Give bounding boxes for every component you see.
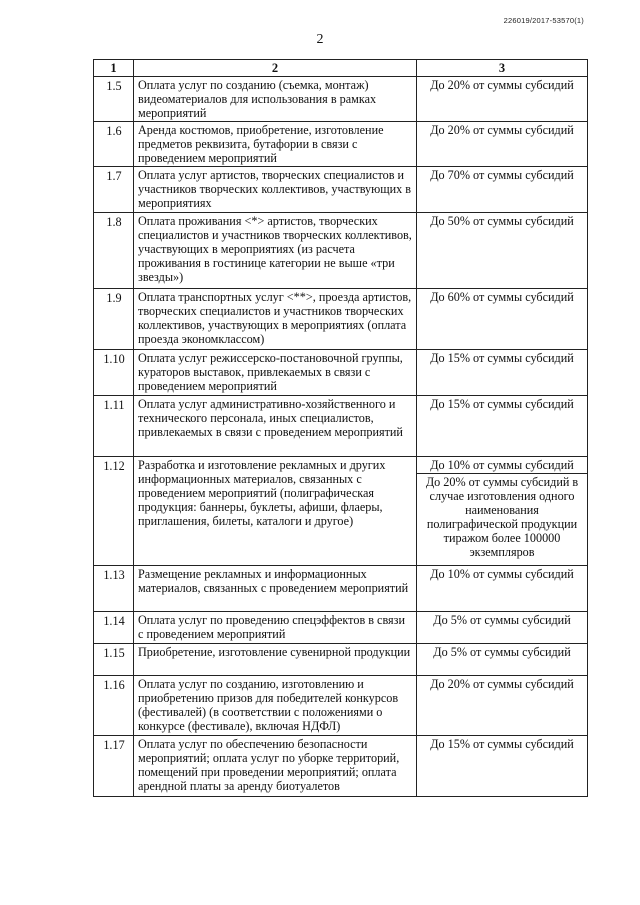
- row-limit: До 5% от суммы субсидий: [417, 612, 588, 644]
- table-row: [94, 644, 588, 676]
- table-row: [94, 289, 588, 350]
- row-number: 1.13: [94, 566, 134, 612]
- table-row: [94, 457, 588, 474]
- table-row: [94, 736, 588, 797]
- row-limit: До 20% от суммы субсидий: [417, 77, 588, 122]
- row-limit: До 10% от суммы субсидий: [417, 457, 588, 474]
- row-limit: До 15% от суммы субсидий: [417, 350, 588, 396]
- row-limit: До 10% от суммы субсидий: [417, 566, 588, 612]
- table-row: [94, 350, 588, 396]
- table-row: [94, 566, 588, 612]
- row-description: Оплата услуг артистов, творческих специалистов и участников творческих коллективов, участвующих в мероприятиях: [134, 167, 417, 213]
- row-description: Оплата услуг по созданию, изготовлению и приобретению призов для победителей конкурсов (фестивалей) (в соответствии с положениями о конкурсе (фестивале), включая НДФЛ): [134, 676, 417, 736]
- table-row: [94, 213, 588, 289]
- column-header-3: 3: [417, 60, 588, 77]
- table-row: [94, 396, 588, 457]
- document-id: 226019/2017-53570(1): [503, 16, 584, 25]
- page-number: 2: [316, 32, 324, 47]
- row-description: Оплата услуг режиссерско-постановочной группы, кураторов выставок, привлекаемых в связи с проведением мероприятий: [134, 350, 417, 396]
- column-header-1: 1: [94, 60, 134, 77]
- row-limit-extended: До 20% от суммы субсидий в случае изготовления одного наименования полиграфической продукции тиражом более 100000 экземпляров: [417, 474, 588, 566]
- table-header-row: [94, 60, 588, 77]
- row-description: Оплата проживания <*> артистов, творческих специалистов и участников творческих коллективов, участвующих в мероприятиях (из расчета проживания в гостинице категории не выше «три звезды»): [134, 213, 417, 289]
- row-description: Разработка и изготовление рекламных и других информационных материалов, связанных с проведением мероприятий (полиграфическая продукция: баннеры, буклеты, афиши, флаеры, приглашения, билеты, каталоги и другое): [134, 457, 417, 566]
- row-number: 1.16: [94, 676, 134, 736]
- row-number: 1.6: [94, 122, 134, 167]
- row-number: 1.8: [94, 213, 134, 289]
- row-description: Оплата услуг по созданию (съемка, монтаж) видеоматериалов для использования в рамках мероприятий: [134, 77, 417, 122]
- row-limit: До 70% от суммы субсидий: [417, 167, 588, 213]
- row-description: Размещение рекламных и информационных материалов, связанных с проведением мероприятий: [134, 566, 417, 612]
- column-header-2: 2: [134, 60, 417, 77]
- row-description: Оплата услуг по проведению спецэффектов в связи с проведением мероприятий: [134, 612, 417, 644]
- row-limit: До 20% от суммы субсидий: [417, 676, 588, 736]
- row-number: 1.9: [94, 289, 134, 350]
- subsidy-expense-table: [93, 59, 588, 797]
- row-number: 1.14: [94, 612, 134, 644]
- row-number: 1.10: [94, 350, 134, 396]
- row-description: Аренда костюмов, приобретение, изготовление предметов реквизита, бутафории в связи с проведением мероприятий: [134, 122, 417, 167]
- row-limit: До 15% от суммы субсидий: [417, 736, 588, 797]
- row-number: 1.5: [94, 77, 134, 122]
- table-row: [94, 612, 588, 644]
- row-number: 1.7: [94, 167, 134, 213]
- row-description: Оплата транспортных услуг <**>, проезда артистов, творческих специалистов и участников творческих коллективов, участвующих в мероприятиях (оплата проезда экономклассом): [134, 289, 417, 350]
- table-body-top: [94, 77, 588, 797]
- table-row: [94, 77, 588, 122]
- row-limit: До 20% от суммы субсидий: [417, 122, 588, 167]
- table-row: [94, 676, 588, 736]
- row-description: Оплата услуг административно-хозяйственного и технического персонала, иных специалистов, привлекаемых в связи с проведением мероприятий: [134, 396, 417, 457]
- row-limit: До 5% от суммы субсидий: [417, 644, 588, 676]
- row-number: 1.17: [94, 736, 134, 797]
- row-limit: До 50% от суммы субсидий: [417, 213, 588, 289]
- row-number: 1.12: [94, 457, 134, 566]
- row-limit: До 15% от суммы субсидий: [417, 396, 588, 457]
- table-row: [94, 167, 588, 213]
- row-number: 1.11: [94, 396, 134, 457]
- row-number: 1.15: [94, 644, 134, 676]
- row-limit: До 60% от суммы субсидий: [417, 289, 588, 350]
- row-description: Приобретение, изготовление сувенирной продукции: [134, 644, 417, 676]
- table-row: [94, 122, 588, 167]
- row-description: Оплата услуг по обеспечению безопасности мероприятий; оплата услуг по уборке территорий, помещений при проведении мероприятий; оплата арендной платы за аренду биотуалетов: [134, 736, 417, 797]
